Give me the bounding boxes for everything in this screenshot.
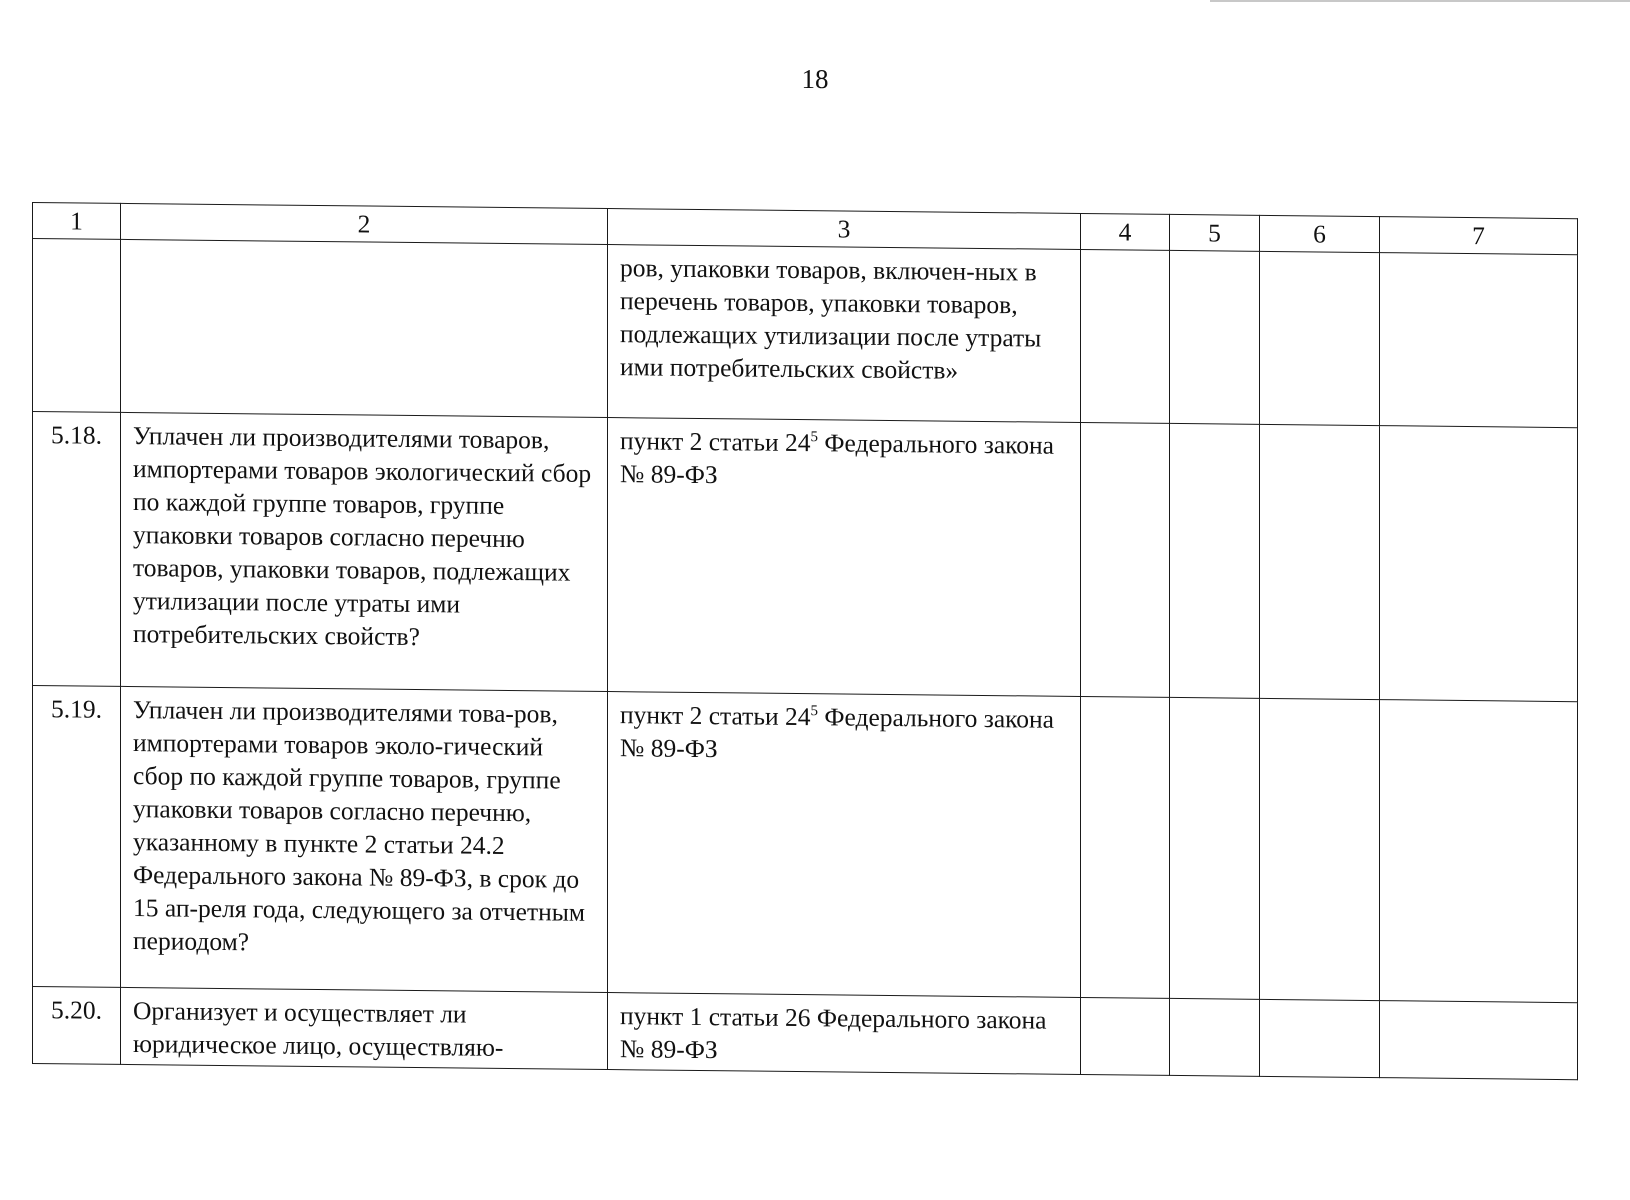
answer-cell-yes bbox=[1081, 997, 1170, 1075]
answer-cell-na bbox=[1260, 698, 1380, 1000]
answer-cell-no bbox=[1170, 697, 1260, 999]
row-number: 5.18. bbox=[33, 412, 121, 687]
page-number: 18 bbox=[801, 64, 829, 94]
answer-cell-na bbox=[1260, 999, 1380, 1077]
note-cell bbox=[1380, 253, 1578, 428]
reference-tail: Федерального закона № 89-ФЗ bbox=[620, 702, 1054, 764]
answer-cell-na bbox=[1260, 424, 1380, 699]
table-row bbox=[33, 686, 1578, 1003]
header-col-3: 3 bbox=[608, 209, 1081, 250]
row-question: Организует и осуществляет ли юридическое лицо, осуществляю- bbox=[121, 987, 608, 1069]
header-col-7: 7 bbox=[1380, 217, 1578, 255]
header-col-2: 2 bbox=[121, 203, 608, 244]
reference-superscript: 5 bbox=[810, 703, 818, 720]
answer-cell-yes bbox=[1081, 696, 1170, 998]
reference-tail: Федерального закона № 89-ФЗ bbox=[620, 428, 1054, 490]
header-col-4: 4 bbox=[1081, 213, 1170, 250]
reference-text: пункт 2 статьи 24 bbox=[620, 700, 811, 732]
header-col-1: 1 bbox=[33, 203, 121, 240]
note-cell bbox=[1380, 426, 1578, 702]
reference-text: пункт 1 статьи 26 Федерального закона № 89-ФЗ bbox=[620, 1001, 1047, 1065]
answer-cell-na bbox=[1260, 251, 1380, 425]
table-row bbox=[33, 239, 1578, 428]
note-cell bbox=[1380, 1001, 1578, 1080]
row-number bbox=[33, 239, 121, 413]
checklist-table bbox=[32, 202, 1578, 1080]
row-number: 5.20. bbox=[33, 987, 121, 1065]
note-cell bbox=[1380, 700, 1578, 1003]
row-reference bbox=[608, 245, 1081, 423]
reference-text: ров, упаковки товаров, включен-ных в перечень товаров, упаковки товаров, подлежащих утилизации после утраты ими потребительских свойств» bbox=[620, 253, 1042, 385]
row-question: Уплачен ли производителями товаров, импортерами товаров экологический сбор по каждой группе товаров, группе упаковки товаров согласно перечню товаров, упаковки товаров, подлежащих утилизации после утраты ими потребительских свойств? bbox=[121, 412, 608, 691]
row-number: 5.19. bbox=[33, 686, 121, 988]
row-reference bbox=[608, 993, 1081, 1075]
table-row bbox=[33, 987, 1578, 1080]
row-reference bbox=[608, 418, 1081, 697]
answer-cell-yes bbox=[1081, 422, 1170, 697]
answer-cell-no bbox=[1170, 423, 1260, 698]
answer-cell-no bbox=[1170, 250, 1260, 424]
reference-superscript: 5 bbox=[810, 429, 818, 446]
header-col-6: 6 bbox=[1260, 215, 1380, 252]
table-row bbox=[33, 412, 1578, 702]
header-col-5: 5 bbox=[1170, 214, 1260, 251]
answer-cell-no bbox=[1170, 998, 1260, 1076]
answer-cell-yes bbox=[1081, 249, 1170, 423]
row-question bbox=[121, 239, 608, 417]
row-reference bbox=[608, 692, 1081, 998]
scan-edge-line bbox=[1210, 0, 1630, 2]
row-question: Уплачен ли производителями това-ров, импортерами товаров эколо-гический сбор по каждой группе товаров, группе упаковки товаров согласно перечню, указанному в пункте 2 статьи 24.2 Федерального закона № 89-ФЗ, в срок до 15 ап-реля года, следующего за отчетным периодом? bbox=[121, 686, 608, 992]
reference-text: пункт 2 статьи 24 bbox=[620, 426, 811, 458]
